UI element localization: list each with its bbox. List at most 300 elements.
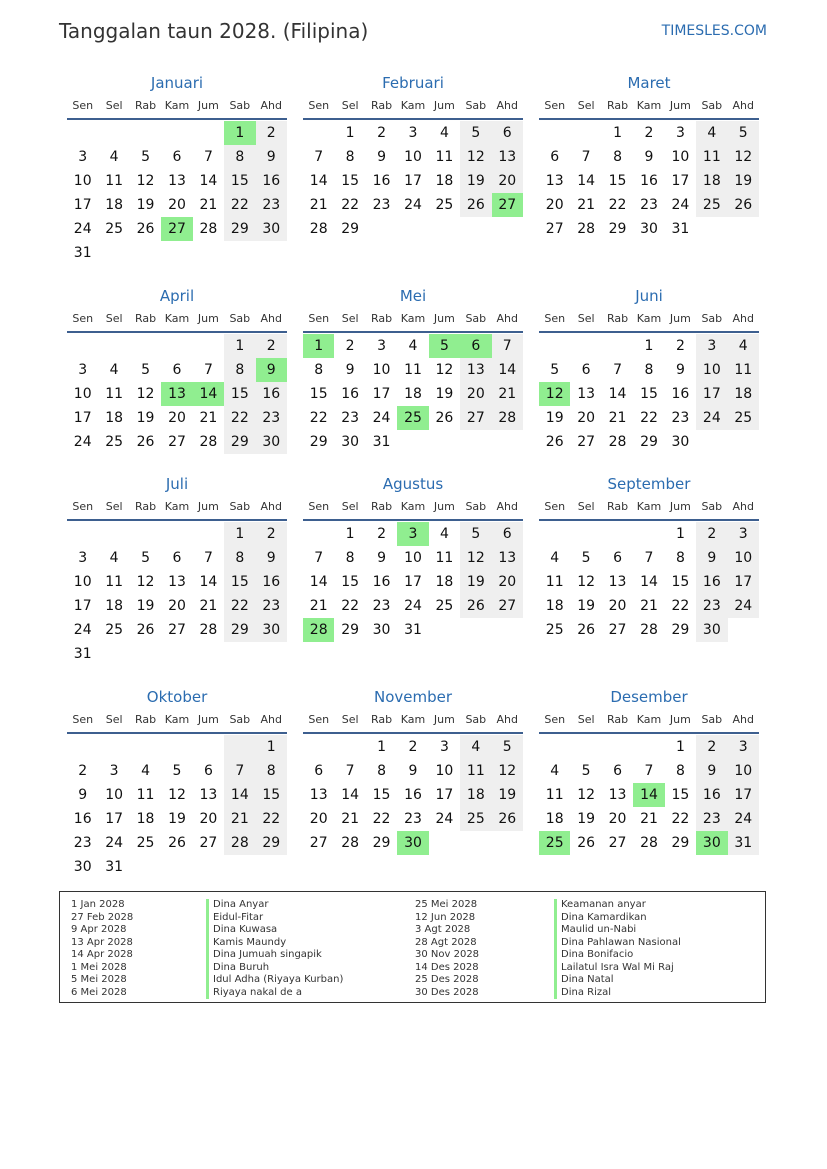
week-row (67, 145, 287, 169)
day-cell: 18 (728, 382, 759, 406)
empty-day-cell (728, 618, 759, 642)
day-cell: 20 (309, 811, 328, 827)
day-cell: 24 (728, 594, 759, 618)
weekday-label: Sab (229, 312, 251, 325)
day-cell: 6 (314, 763, 324, 779)
weekday-label: Sen (544, 500, 566, 513)
weekday-label: Jum (669, 713, 691, 726)
day-cell: 11 (105, 173, 124, 189)
day-cell: 19 (492, 783, 523, 807)
day-cell: 21 (309, 598, 328, 614)
week-row (67, 807, 287, 831)
day-cell: 4 (439, 125, 449, 141)
holiday-day-cell: 13 (161, 382, 192, 406)
week-row (539, 783, 759, 807)
day-cell: 24 (73, 622, 92, 638)
week-row (303, 217, 523, 241)
day-cell: 16 (671, 386, 690, 402)
weekday-label: Sel (341, 99, 359, 112)
day-cell: 4 (109, 149, 119, 165)
day-cell: 6 (492, 522, 523, 546)
weekday-header (539, 308, 759, 333)
weekday-label: Sen (72, 713, 94, 726)
empty-day-cell (429, 618, 460, 642)
day-cell: 6 (613, 763, 623, 779)
day-cell: 22 (256, 807, 287, 831)
weekday-label: Sel (105, 99, 123, 112)
weekday-label: Jum (433, 312, 455, 325)
holiday-day-cell: 14 (633, 783, 664, 807)
weekday-label: Jum (197, 713, 219, 726)
day-cell: 16 (404, 787, 422, 803)
day-cell: 16 (256, 169, 287, 193)
empty-day-cell (130, 334, 161, 358)
week-row (539, 406, 759, 430)
day-cell: 22 (372, 811, 391, 827)
day-cell: 28 (492, 406, 523, 430)
weekday-label: Kam (400, 713, 426, 726)
day-cell: 31 (73, 646, 92, 662)
day-cell: 8 (224, 358, 255, 382)
holiday-legend (59, 891, 766, 1003)
day-cell: 1 (224, 334, 255, 358)
day-cell: 17 (728, 570, 759, 594)
day-cell: 15 (224, 169, 255, 193)
day-cell: 16 (256, 570, 287, 594)
day-cell: 20 (492, 169, 523, 193)
week-row (303, 522, 523, 546)
day-cell: 1 (345, 125, 355, 141)
week-row (539, 145, 759, 169)
legend-dates-right (415, 899, 479, 999)
day-cell: 9 (675, 362, 685, 378)
day-cell: 19 (136, 197, 155, 213)
day-cell: 13 (608, 574, 627, 590)
day-cell: 31 (105, 859, 124, 875)
weekday-label: Sab (465, 713, 487, 726)
legend-date: 25 Mei 2028 (415, 899, 478, 910)
day-cell: 22 (309, 410, 328, 426)
week-row (67, 193, 287, 217)
day-cell: 26 (577, 622, 596, 638)
day-cell: 7 (224, 759, 255, 783)
weekday-header (67, 709, 287, 734)
weekday-label: Sab (701, 713, 723, 726)
day-cell: 5 (172, 763, 182, 779)
legend-holiday-name: Dina Buruh (206, 962, 343, 975)
day-cell: 12 (492, 759, 523, 783)
holiday-day-cell: 25 (539, 831, 570, 855)
day-cell: 21 (199, 598, 218, 614)
day-cell: 18 (435, 173, 454, 189)
day-cell: 16 (372, 574, 391, 590)
day-cell: 5 (141, 149, 151, 165)
day-cell: 7 (581, 149, 591, 165)
day-cell: 22 (224, 193, 255, 217)
week-row (539, 430, 759, 454)
day-cell: 8 (675, 763, 685, 779)
day-cell: 18 (105, 410, 124, 426)
empty-day-cell (256, 241, 287, 265)
week-row (539, 546, 759, 570)
week-row (67, 831, 287, 855)
day-cell: 14 (640, 574, 658, 590)
day-cell: 18 (136, 811, 155, 827)
legend-holiday-name: Kamis Maundy (206, 937, 343, 950)
day-cell: 24 (696, 406, 727, 430)
empty-day-cell (570, 735, 601, 759)
empty-day-cell (492, 618, 523, 642)
day-cell: 2 (345, 338, 355, 354)
day-cell: 3 (728, 522, 759, 546)
day-cell: 29 (309, 434, 328, 450)
weekday-label: Rab (370, 312, 393, 325)
legend-date: 30 Nov 2028 (415, 949, 480, 960)
weekday-label: Sen (308, 713, 330, 726)
month-name: Mei (399, 287, 427, 305)
day-cell: 7 (203, 149, 213, 165)
day-cell: 10 (73, 574, 92, 590)
day-cell: 21 (199, 197, 218, 213)
holiday-day-cell: 6 (460, 334, 491, 358)
weekday-label: Sel (577, 713, 595, 726)
legend-date: 30 Des 2028 (415, 986, 479, 998)
empty-day-cell (539, 121, 570, 145)
empty-day-cell (130, 522, 161, 546)
weekday-header (67, 496, 287, 521)
weekday-label: Rab (606, 99, 629, 112)
day-cell: 25 (105, 622, 124, 638)
weekday-label: Rab (134, 713, 157, 726)
day-cell: 2 (256, 334, 287, 358)
legend-date: 1 Jan 2028 (71, 899, 125, 910)
month-name: Maret (627, 74, 671, 92)
day-cell: 13 (309, 787, 328, 803)
day-cell: 26 (435, 410, 454, 426)
day-cell: 18 (404, 386, 422, 402)
day-cell: 29 (640, 434, 658, 450)
empty-day-cell (224, 642, 255, 666)
day-cell: 19 (136, 410, 155, 426)
month-name: Desember (610, 688, 688, 706)
day-cell: 22 (671, 811, 690, 827)
weekday-label: Sel (105, 713, 123, 726)
empty-day-cell (492, 217, 523, 241)
empty-day-cell (334, 735, 365, 759)
day-cell: 8 (613, 149, 623, 165)
day-cell: 26 (577, 835, 596, 851)
day-cell: 21 (640, 811, 658, 827)
day-cell: 18 (105, 197, 124, 213)
day-cell: 25 (545, 622, 564, 638)
empty-day-cell (728, 430, 759, 454)
month-maret (539, 71, 759, 241)
day-cell: 7 (345, 763, 355, 779)
day-cell: 19 (460, 169, 491, 193)
day-cell: 15 (671, 787, 690, 803)
week-row (67, 522, 287, 546)
empty-day-cell (98, 522, 129, 546)
week-row (303, 121, 523, 145)
day-cell: 13 (492, 145, 523, 169)
holiday-day-cell: 28 (303, 618, 334, 642)
day-cell: 16 (372, 173, 391, 189)
weekday-label: Kam (636, 500, 662, 513)
empty-day-cell (67, 121, 98, 145)
day-cell: 3 (78, 362, 88, 378)
day-cell: 7 (314, 149, 324, 165)
day-cell: 15 (671, 574, 690, 590)
day-cell: 24 (671, 197, 690, 213)
empty-day-cell (429, 217, 460, 241)
day-cell: 12 (168, 787, 186, 803)
day-cell: 21 (492, 382, 523, 406)
weekday-label: Sel (105, 500, 123, 513)
day-cell: 13 (545, 173, 564, 189)
day-cell: 4 (141, 763, 151, 779)
day-cell: 24 (73, 221, 92, 237)
day-cell: 28 (608, 434, 627, 450)
day-cell: 22 (640, 410, 658, 426)
day-cell: 7 (203, 362, 213, 378)
day-cell: 21 (640, 598, 658, 614)
week-row (539, 382, 759, 406)
day-cell: 17 (671, 173, 690, 189)
day-cell: 25 (105, 221, 124, 237)
day-cell: 10 (671, 149, 690, 165)
day-cell: 13 (168, 574, 186, 590)
month-desember (539, 685, 759, 855)
day-cell: 19 (435, 386, 454, 402)
weekday-header (303, 496, 523, 521)
month-name: Juli (165, 475, 189, 493)
day-cell: 15 (224, 570, 255, 594)
day-cell: 14 (224, 783, 255, 807)
month-name: November (373, 688, 453, 706)
weekday-header (539, 496, 759, 521)
day-cell: 10 (435, 763, 454, 779)
legend-date: 6 Mei 2028 (71, 986, 127, 998)
month-juli (67, 472, 287, 666)
day-cell: 17 (696, 382, 727, 406)
empty-day-cell (161, 735, 192, 759)
day-cell: 10 (73, 173, 92, 189)
day-cell: 23 (256, 193, 287, 217)
day-cell: 3 (439, 739, 449, 755)
day-cell: 11 (728, 358, 759, 382)
day-cell: 8 (224, 145, 255, 169)
day-cell: 30 (256, 217, 287, 241)
weekday-label: Rab (370, 99, 393, 112)
weekday-label: Sab (701, 99, 723, 112)
empty-day-cell (397, 430, 428, 454)
day-cell: 30 (671, 434, 690, 450)
day-cell: 13 (168, 173, 186, 189)
day-cell: 8 (345, 149, 355, 165)
day-cell: 20 (168, 598, 186, 614)
weekday-label: Kam (400, 500, 426, 513)
day-cell: 5 (460, 121, 491, 145)
weekday-label: Sel (341, 500, 359, 513)
week-row (67, 121, 287, 145)
week-row (539, 121, 759, 145)
empty-day-cell (193, 522, 224, 546)
day-cell: 2 (675, 338, 685, 354)
weekday-label: Kam (636, 99, 662, 112)
weekday-label: Sab (465, 500, 487, 513)
day-cell: 8 (224, 546, 255, 570)
day-cell: 11 (105, 386, 124, 402)
weekday-label: Jum (197, 312, 219, 325)
weekday-label: Jum (197, 99, 219, 112)
empty-day-cell (130, 121, 161, 145)
week-row (303, 735, 523, 759)
week-row (67, 594, 287, 618)
site-link[interactable]: TIMESLES.COM (661, 23, 767, 39)
holiday-day-cell: 1 (303, 334, 334, 358)
day-cell: 12 (136, 173, 155, 189)
weekday-label: Sel (577, 312, 595, 325)
day-cell: 14 (309, 173, 328, 189)
day-cell: 21 (199, 410, 218, 426)
empty-day-cell (161, 522, 192, 546)
weekday-label: Jum (669, 99, 691, 112)
month-mei (303, 284, 523, 454)
day-cell: 14 (199, 173, 218, 189)
weekday-label: Jum (433, 500, 455, 513)
weekday-label: Sen (544, 312, 566, 325)
day-cell: 22 (608, 197, 627, 213)
day-cell: 20 (460, 382, 491, 406)
day-cell: 4 (109, 550, 119, 566)
day-cell: 13 (460, 358, 491, 382)
day-cell: 19 (168, 811, 186, 827)
legend-holiday-name: Keamanan anyar (554, 899, 681, 912)
week-row (539, 193, 759, 217)
day-cell: 24 (105, 835, 124, 851)
month-oktober (67, 685, 287, 879)
day-cell: 2 (78, 763, 88, 779)
empty-day-cell (98, 334, 129, 358)
day-cell: 4 (550, 550, 560, 566)
weekday-label: Sab (229, 99, 251, 112)
month-januari (67, 71, 287, 265)
weekday-label: Sel (341, 312, 359, 325)
empty-day-cell (98, 241, 129, 265)
day-cell: 31 (404, 622, 422, 638)
month-name: Januari (150, 74, 204, 92)
day-cell: 14 (492, 358, 523, 382)
day-cell: 9 (256, 145, 287, 169)
month-juni (539, 284, 759, 454)
empty-day-cell (67, 334, 98, 358)
day-cell: 12 (577, 787, 596, 803)
day-cell: 20 (492, 570, 523, 594)
day-cell: 5 (492, 735, 523, 759)
week-row (67, 430, 287, 454)
empty-day-cell (161, 121, 192, 145)
day-cell: 19 (460, 570, 491, 594)
day-cell: 24 (404, 598, 422, 614)
empty-day-cell (161, 642, 192, 666)
empty-day-cell (397, 217, 428, 241)
empty-day-cell (67, 522, 98, 546)
day-cell: 27 (577, 434, 596, 450)
day-cell: 10 (404, 149, 422, 165)
week-row (303, 618, 523, 642)
empty-day-cell (602, 522, 633, 546)
weekday-label: Ahd (496, 713, 518, 726)
day-cell: 18 (435, 574, 454, 590)
empty-day-cell (98, 735, 129, 759)
day-cell: 5 (141, 362, 151, 378)
day-cell: 5 (141, 550, 151, 566)
day-cell: 21 (309, 197, 328, 213)
day-cell: 27 (545, 221, 564, 237)
week-row (303, 594, 523, 618)
weekday-label: Rab (606, 500, 629, 513)
day-cell: 13 (492, 546, 523, 570)
weekday-label: Kam (400, 312, 426, 325)
day-cell: 19 (728, 169, 759, 193)
day-cell: 7 (644, 550, 654, 566)
day-cell: 1 (377, 739, 387, 755)
day-cell: 30 (73, 859, 92, 875)
legend-date: 27 Feb 2028 (71, 911, 134, 923)
day-cell: 18 (545, 598, 564, 614)
day-cell: 29 (224, 430, 255, 454)
day-cell: 18 (696, 169, 727, 193)
week-row (67, 546, 287, 570)
month-name: Juni (635, 287, 663, 305)
weekday-header (539, 95, 759, 120)
legend-holiday-name: Riyaya nakal de a (206, 987, 343, 1000)
day-cell: 26 (460, 193, 491, 217)
weekday-label: Kam (164, 500, 190, 513)
day-cell: 18 (105, 598, 124, 614)
legend-holiday-name: Dina Bonifacio (554, 949, 681, 962)
day-cell: 18 (545, 811, 564, 827)
holiday-day-cell: 25 (397, 406, 428, 430)
day-cell: 6 (203, 763, 213, 779)
empty-day-cell (161, 855, 192, 879)
day-cell: 7 (203, 550, 213, 566)
empty-day-cell (539, 735, 570, 759)
day-cell: 11 (696, 145, 727, 169)
weekday-label: Sen (72, 312, 94, 325)
day-cell: 20 (545, 197, 564, 213)
week-row (303, 193, 523, 217)
day-cell: 9 (696, 546, 727, 570)
empty-day-cell (728, 217, 759, 241)
weekday-label: Ahd (496, 500, 518, 513)
weekday-label: Sel (105, 312, 123, 325)
day-cell: 17 (404, 574, 422, 590)
weekday-label: Sab (229, 500, 251, 513)
day-cell: 27 (608, 835, 627, 851)
legend-names-right (554, 899, 681, 999)
day-cell: 17 (372, 386, 391, 402)
day-cell: 6 (550, 149, 560, 165)
day-cell: 20 (577, 410, 596, 426)
weekday-label: Rab (606, 312, 629, 325)
week-row (539, 217, 759, 241)
day-cell: 6 (581, 362, 591, 378)
empty-day-cell (256, 642, 287, 666)
day-cell: 1 (675, 739, 685, 755)
month-name: Februari (382, 74, 444, 92)
day-cell: 8 (256, 759, 287, 783)
